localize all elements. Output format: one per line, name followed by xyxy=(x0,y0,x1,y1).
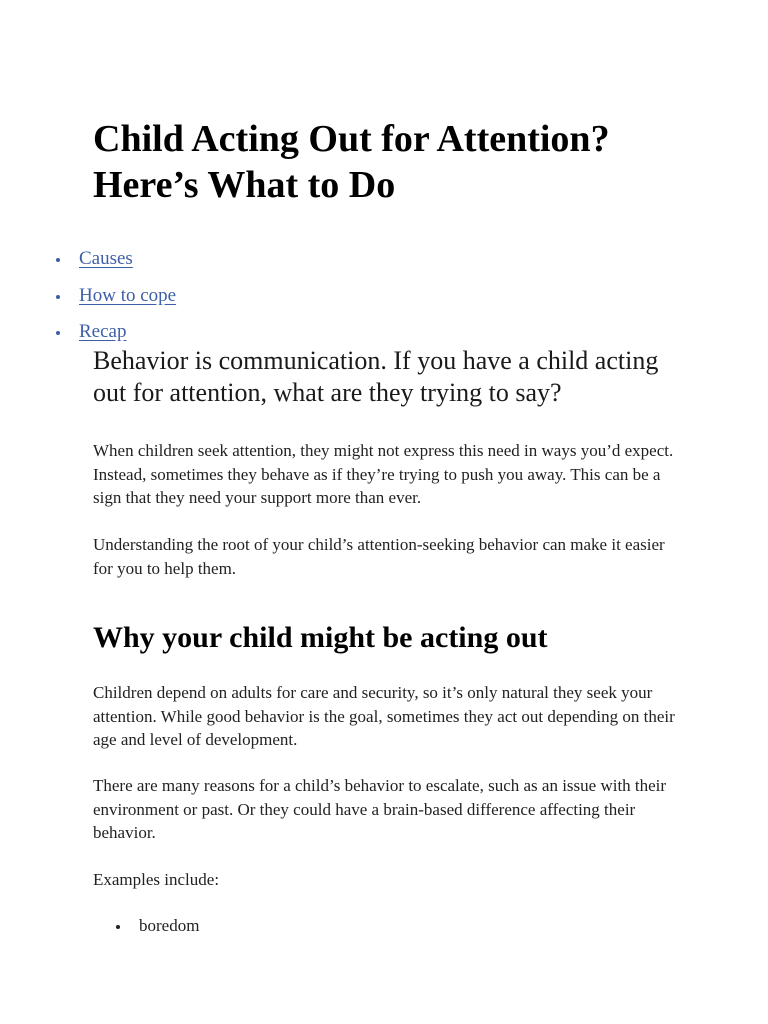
section-paragraph-2: There are many reasons for a child’s behavior to escalate, such as an issue with their environment or past. Or they could have a brain-based difference affecting their behavior. xyxy=(93,776,667,842)
lead-paragraph: Behavior is communication. If you have a child acting out for attention, what are they trying to say? xyxy=(93,346,659,407)
page-title-line-1: Child Acting Out for Attention? xyxy=(93,118,610,160)
toc-item-how-to-cope xyxy=(55,282,176,319)
list-item: boredom xyxy=(93,914,199,938)
section-paragraph-1: Children depend on adults for care and security, so it’s only natural they seek your attention. While good behavior is the goal, sometimes they act out depending on their age and level of development. xyxy=(93,683,675,749)
intro-paragraph-1: When children seek attention, they might not express this need in ways you’d expect. Instead, sometimes they behave as if they’re trying to push you away. This can be a sign that they need your support more than ever. xyxy=(93,441,674,507)
toc-link-recap[interactable]: Recap xyxy=(79,321,127,342)
toc-link-how-to-cope[interactable]: How to cope xyxy=(79,284,177,306)
table-of-contents xyxy=(55,245,176,355)
examples-intro: Examples include: xyxy=(93,870,220,889)
toc-item-causes xyxy=(55,245,176,282)
examples-list xyxy=(93,914,199,938)
page-title xyxy=(93,116,713,208)
section-heading-causes: Why your child might be acting out xyxy=(93,621,548,654)
intro-paragraph-2: Understanding the root of your child’s attention-seeking behavior can make it easier for you to help them. xyxy=(93,535,665,578)
page-title-line-2: Here’s What to Do xyxy=(93,164,396,206)
toc-link-causes[interactable]: Causes xyxy=(79,248,133,269)
